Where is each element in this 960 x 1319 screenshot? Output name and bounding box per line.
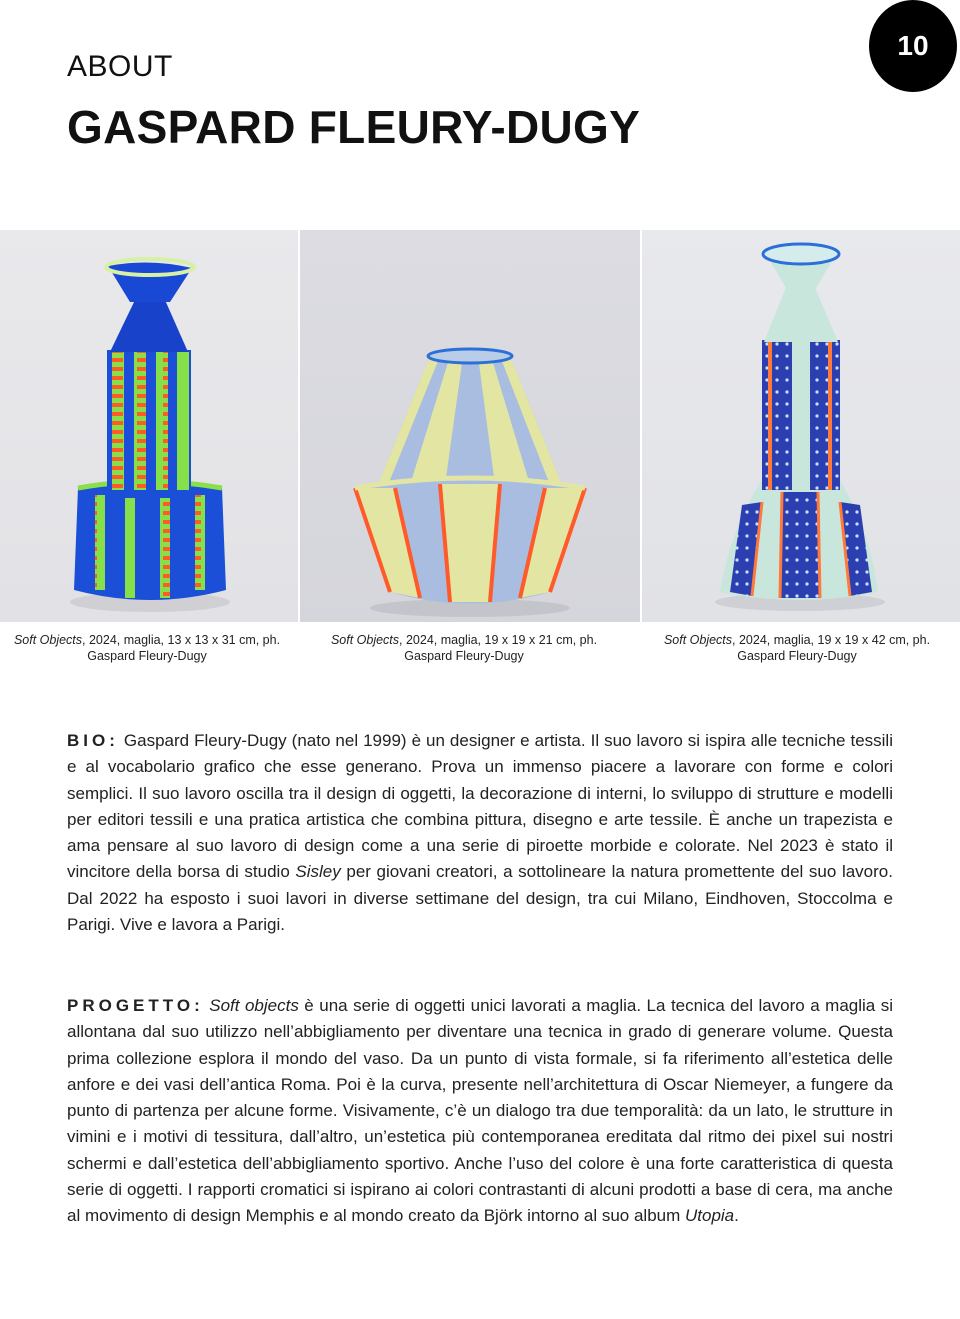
project-italic-utopia: Utopia (685, 1206, 735, 1226)
knitted-vase-photo-1 (0, 230, 298, 622)
project-italic-soft-objects: Soft objects (209, 996, 299, 1015)
bio-label: BIO: (67, 731, 119, 750)
bio-text-2: per giovani creatori, a sottolineare la natura promettente del suo lavoro. Dal 2022 ha esposto i suoi lavori in diverse settimane del design, tra cui Milano, Eindhoven, Stoccolma e Parigi. Vive e lavora a Parigi. (67, 862, 893, 935)
caption-title: Soft Objects (13, 633, 83, 647)
caption-details: , 2024, maglia, 13 x 13 x 31 cm, ph. Gaspard Fleury-Dugy (82, 633, 281, 663)
photo-caption-2 (318, 632, 610, 664)
section-kicker: ABOUT (67, 50, 173, 83)
project-text-2: . (734, 1206, 739, 1226)
caption-details: , 2024, maglia, 19 x 19 x 21 cm, ph. Gaspard Fleury-Dugy (399, 633, 598, 663)
caption-title: Soft Objects (330, 633, 400, 647)
photo-row (0, 230, 960, 622)
bio-text-1: Gaspard Fleury-Dugy (nato nel 1999) è un designer e artista. Il suo lavoro si ispira alle tecniche tessili e al vocabolario grafico che esse generano. Prova un immenso piacere a lavorare con forme e colori semplici. Il suo lavoro oscilla tra il design di oggetti, la decorazione di interni, lo sviluppo di strutture e modelli per editori tessili e una pratica artistica che combina pittura, disegno e arte tessile. È anche un trapezista e ama pensare al suo lavoro di design come a una serie di piroette morbide e colorate. Nel 2023 è stato il vincitore della borsa di studio (67, 731, 893, 882)
bio-italic-sisley: Sisley (295, 862, 341, 882)
project-paragraph (67, 993, 893, 1230)
caption-title: Soft Objects (663, 633, 733, 647)
knitted-vase-photo-3 (642, 230, 960, 622)
bio-paragraph (67, 728, 893, 938)
project-label: PROGETTO: (67, 996, 204, 1015)
knitted-vase-photo-2 (300, 230, 640, 622)
page-number-badge: 10 (869, 0, 957, 92)
photo-caption-1 (10, 632, 284, 664)
project-text-1: è una serie di oggetti unici lavorati a maglia. La tecnica del lavoro a maglia si allontana dal suo utilizzo nell’abbigliamento per diventare una tecnica in grado di generare volume. Questa prima collezione esplora il mondo del vaso. Da un punto di vista formale, si fa riferimento all’estetica delle anfore e dei vasi dell’antica Roma. Poi è la curva, presente nell’architettura di Oscar Niemeyer, a fungere da punto di partenza per alcune forme. Visivamente, c’è un dialogo tra due temporalità: da un lato, le strutture in vimini e i motivi di tessitura, dall’altro, un’estetica più contemporanea ereditata dal ritmo dei pixel sui nostri schermi e dall’estetica dell’abbigliamento sportivo. Anche l’uso del colore è una forte caratteristica di questa serie di oggetti. I rapporti cromatici si ispirano ai colori contrastanti di alcuni prodotti a base di cera, ma anche al movimento di design Memphis e al mondo creato da Björk intorno al suo album (67, 996, 893, 1226)
artist-name-title: GASPARD FLEURY-DUGY (67, 101, 641, 153)
caption-details: , 2024, maglia, 19 x 19 x 42 cm, ph. Gaspard Fleury-Dugy (732, 633, 931, 663)
photo-caption-3 (652, 632, 942, 664)
